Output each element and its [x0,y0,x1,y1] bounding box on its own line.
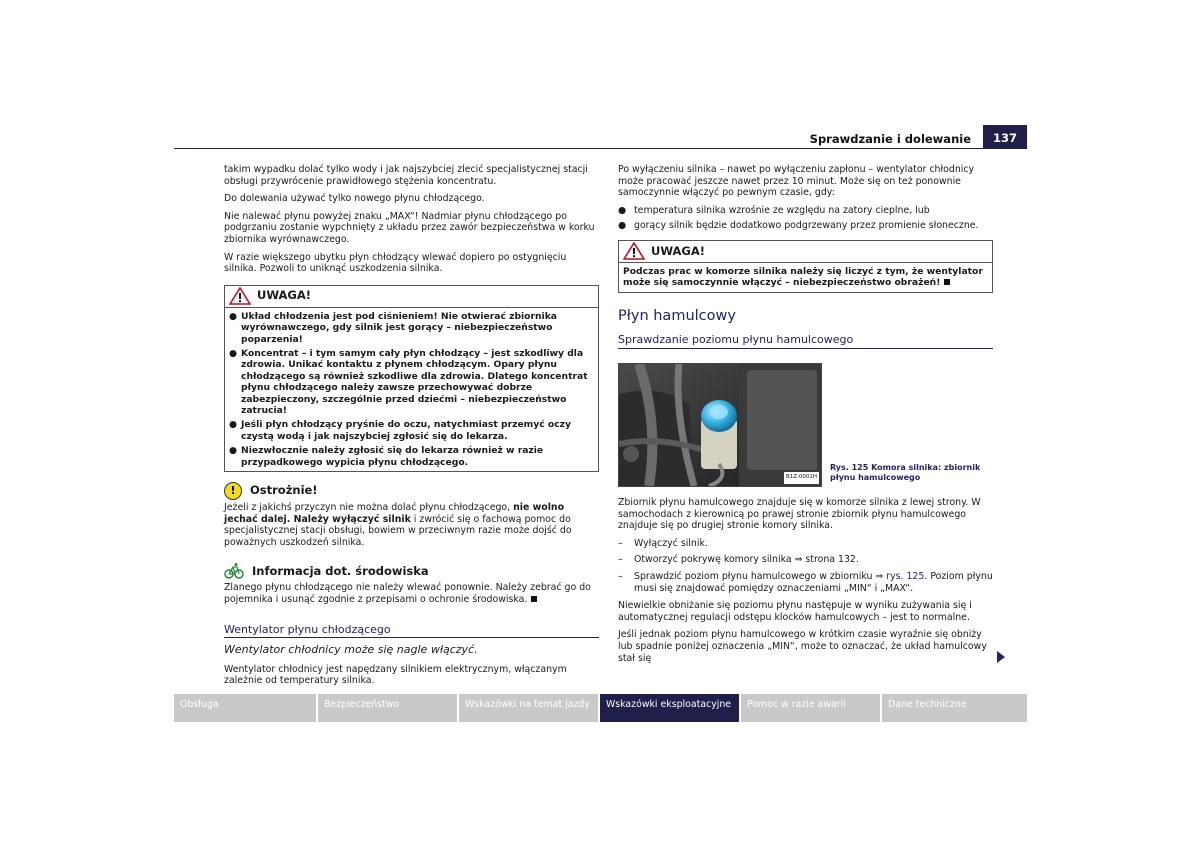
header-rule [174,148,1027,149]
figure-code: B1Z-0001H [784,472,819,484]
warning-header [225,286,598,308]
warning-title: UWAGA! [257,288,311,303]
bullet-list [618,205,993,232]
caution-header [224,482,599,500]
section-title: Płyn hamulcowy [618,307,736,324]
tab-dane-techniczne[interactable]: Dane techniczne [882,694,1027,722]
warning-box [618,240,993,293]
list-item: – Sprawdzić poziom płynu hamulcowego w zbiorniku ⇒ rys. 125. Poziom płynu musi się znajdować pomiędzy oznaczeniami „MIN“ i „MAX“. [618,570,993,594]
end-marker-icon [531,596,537,602]
environment-header [224,562,599,580]
warning-body [225,308,598,471]
bullet-icon: ● [618,204,627,216]
warning-title: UWAGA! [651,243,705,258]
end-marker-icon [944,279,950,285]
dash-icon: – [618,537,623,549]
tab-pomoc-awarii[interactable]: Pomoc w razie awarii [741,694,882,722]
warning-item: ● Jeśli płyn chłodzący pryśnie do oczu, natychmiast przemyć oczy czystą wodą i jak najszybciej zgłosić się do lekarza. [229,419,571,442]
exclamation-icon: ! [224,482,242,500]
figure-caption: Rys. 125 Komora silnika: zbiornik płynu hamulcowego [830,462,981,482]
page-header [174,125,1027,149]
list-item: – Wyłączyć silnik. [618,537,708,549]
fan-subtitle: Wentylator chłodnicy może się nagle włączyć. [224,643,478,657]
paragraph: Do dolewania używać tylko nowego płynu chłodzącego. [224,193,485,205]
warning-item: ● Układ chłodzenia jest pod ciśnieniem! Nie otwierać zbiornika wyrównawczego, gdy silnik jest gorący – niebezpieczeństwo poparzenia! [229,310,558,345]
paragraph: W razie większego ubytku płyn chłodzący wlewać dopiero po ostygnięciu silnika. Pozwoli to uniknąć uszkodzenia silnika. [224,251,567,275]
chapter-title: Sprawdzanie i dolewanie [809,132,971,146]
warning-triangle-icon [229,287,251,305]
left-column [224,164,599,693]
bullet-icon: ● [229,347,238,359]
bullet-icon: ● [618,220,627,232]
bullet-icon: ● [229,419,238,431]
engine-bay-image [619,364,821,486]
paragraph: Jeśli jednak poziom płynu hamulcowego w krótkim czasie wyraźnie się obniży lub spadnie poniżej oznaczenia „MIN“, może to oznaczać, że układ hamulcowy stał się [618,629,993,664]
warning-triangle-icon [623,242,645,260]
dash-icon: – [618,570,623,582]
figure-link[interactable]: ⇒ rys. 125 [875,570,925,582]
engine-bay-photo [618,363,822,487]
warning-header [619,241,992,263]
dash-icon: – [618,554,623,566]
warning-item: ● Niezwłocznie należy zgłosić się do lekarza również w razie przypadkowego wypicia płynu chłodzącego. [229,445,544,468]
warning-item: ● Koncentrat – i tym samym cały płyn chłodzący – jest szkodliwy dla zdrowia. Unikać kontaktu z płynem chłodzącym. Opary płynu chłodzącego są również szkodliwe dla zdrowia. Dlatego koncentrat płynu chłodzącego należy zawsze przechowywać dobrze zabezpieczony, szczególnie przed dziećmi – niebezpieczeństwo zatrucia! [229,347,588,416]
continue-arrow-icon [997,651,1005,663]
warning-body: Podczas prac w komorze silnika należy się liczyć z tym, że wentylator może się samoczynnie włączyć – niebezpieczeństwo obrażeń! [623,265,983,289]
paragraph: Wentylator chłodnicy jest napędzany silnikiem elektrycznym, włączanym zależnie od temperatury silnika. [224,663,567,687]
environment-bicycle-icon [224,562,244,580]
fan-heading: Wentylator płynu chłodzącego [224,624,599,639]
tab-wskazowki-jazdy[interactable]: Wskazówki na temat jazdy [459,694,600,722]
paragraph: Nie nalewać płynu powyżej znaku „MAX“! Nadmiar płynu chłodzącego po podgrzaniu zostanie wypchnięty z układu przez zawór bezpieczeństwa w korku zbiornika wyrównawczego. [224,210,595,245]
tab-wskazowki-eksploatacyjne[interactable]: Wskazówki eksploatacyjne [600,694,741,722]
caution-title: Ostrożnie! [250,483,318,498]
paragraph: takim wypadku dolać tylko wody i jak najszybciej zlecić specjalistycznej stacji obsługi przywrócenie prawidłowego stężenia koncentratu. [224,164,588,187]
environment-text: Zlanego płynu chłodzącego nie należy wlewać ponownie. Należy zebrać go do pojemnika i usunąć zgodnie z przepisami o ochronie środowiska. [224,582,591,605]
tab-obsluga[interactable]: Obsługa [174,694,318,722]
step-list [618,538,993,594]
tab-bezpieczenstwo[interactable]: Bezpieczeństwo [318,694,459,722]
list-item: ● temperatura silnika wzrośnie ze względu na zatory cieplne, lub [618,204,930,216]
caution-text: Jeżeli z jakichś przyczyn nie można dolać płynu chłodzącego, nie wolno jechać dalej. Należy wyłączyć silnik i zwrócić się o fachową pomoc do specjalistycznej stacji obsługi, bowiem w przeciwnym razie może dojść do poważnych uszkodzeń silnika. [224,502,572,548]
paragraph: Po wyłączeniu silnika – nawet po wyłączeniu zapłonu – wentylator chłodnicy może pracować jeszcze nawet przez 10 minut. Może się on też ponownie samoczynnie włączyć po pewnym czasie, gdy: [618,164,975,199]
paragraph: Niewielkie obniżanie się poziomu płynu następuje w wyniku zużywania się i automatycznej regulacji odstępu klocków hamulcowych – jest to normalne. [618,600,972,623]
environment-title: Informacja dot. środowiska [252,563,429,578]
figure [618,363,993,487]
sub-heading: Sprawdzanie poziomu płynu hamulcowego [618,334,993,349]
bullet-icon: ● [229,310,238,322]
bullet-icon: ● [229,445,238,457]
right-column [618,164,993,670]
list-item: ● gorący silnik będzie dodatkowo podgrzewany przez promienie słoneczne. [618,220,979,232]
warning-box [224,285,599,472]
page-number: 137 [983,125,1027,149]
list-item: – Otworzyć pokrywę komory silnika ⇒ strona 132. [618,554,859,566]
paragraph: Zbiornik płynu hamulcowego znajduje się w komorze silnika z lewej strony. W samochodach z kierownicą po prawej stronie zbiornik płynu hamulcowego znajduje się po drugiej stronie komory silnika. [618,496,981,532]
chapter-tabs [174,694,1027,722]
